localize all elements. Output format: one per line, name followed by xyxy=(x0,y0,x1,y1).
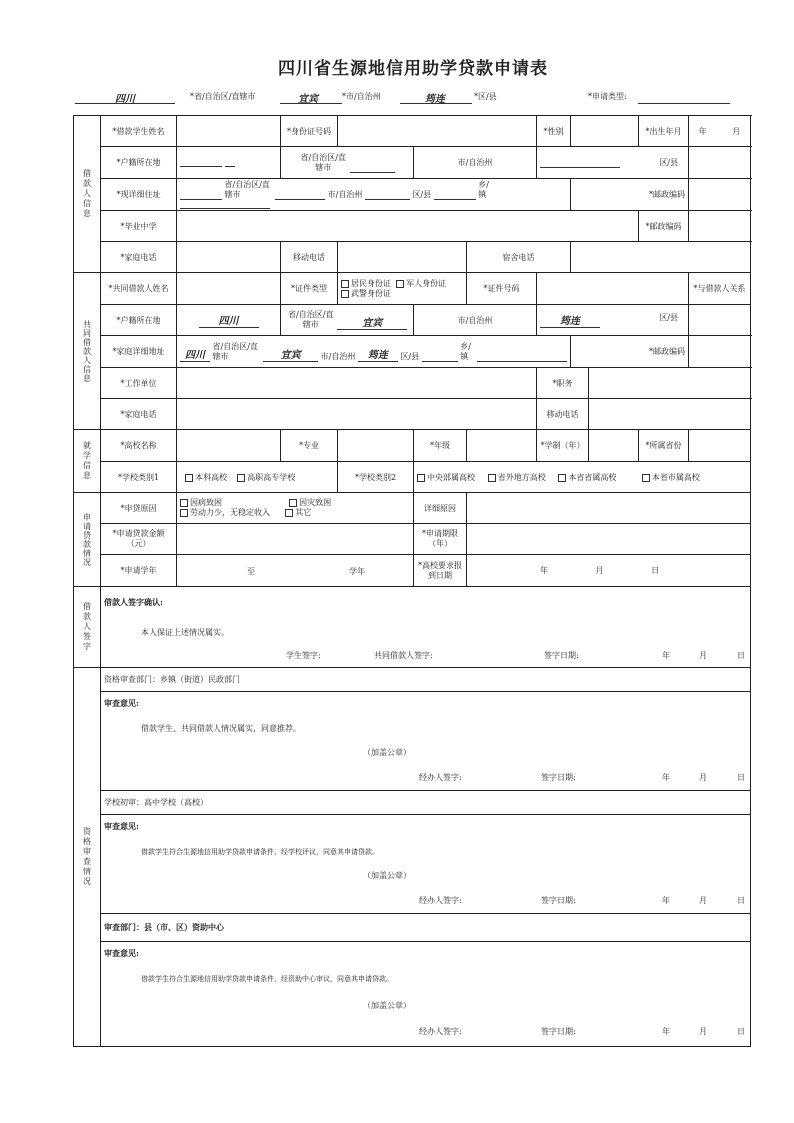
co-idtype-label: *证件类型 xyxy=(281,273,338,305)
co-address-field[interactable]: 四川 省/自治区/直辖市 宜宾 市/自治州 筠连 区/县 乡/镇 xyxy=(177,336,571,368)
school-year-field[interactable] xyxy=(177,555,414,587)
borrower-dormphone-label: 宿舍电话 xyxy=(467,242,571,273)
opinion2-seal: （加盖公章） xyxy=(363,871,411,880)
grade-field[interactable] xyxy=(467,430,537,462)
checkbox-police-id[interactable] xyxy=(341,290,349,298)
co-hukou-city-field[interactable]: 省/自治区/直辖市 宜宾 xyxy=(281,305,414,336)
checkbox-other[interactable] xyxy=(285,509,293,517)
sign-statement: 本人保证上述情况属实。 xyxy=(141,628,229,637)
header-county-value[interactable]: 筠连 xyxy=(425,94,445,105)
term-field[interactable] xyxy=(467,524,751,555)
borrower-homephone-field[interactable] xyxy=(177,242,281,273)
borrower-school-field[interactable] xyxy=(177,211,639,242)
co-sign-label[interactable]: 共同借款人签字: xyxy=(374,651,433,660)
opinion3-seal: （加盖公章） xyxy=(363,1001,411,1010)
sign-year: 年 xyxy=(662,651,670,660)
borrower-zip2-label: *邮政编码 xyxy=(639,211,689,242)
sign-block xyxy=(101,587,751,668)
co-work-field[interactable] xyxy=(177,368,537,399)
college-field[interactable] xyxy=(177,430,281,462)
borrower-mobile-label: 移动电话 xyxy=(281,242,338,273)
review-dept2: 学校初审：高中学校（高校） xyxy=(101,791,751,815)
amount-field[interactable] xyxy=(177,524,414,555)
co-name-field[interactable] xyxy=(177,273,281,305)
co-hukou-city-unit: 市/自治州 xyxy=(414,305,537,336)
birth-year: 年 xyxy=(698,126,707,136)
borrower-hukou-county-field[interactable] xyxy=(537,147,689,179)
opinion1-day: 日 xyxy=(737,773,745,782)
borrower-hukou-label: *户籍所在地 xyxy=(101,147,177,179)
co-zip-field[interactable] xyxy=(689,336,751,368)
major-field[interactable] xyxy=(338,430,414,462)
borrower-section-label: 借款人信息 xyxy=(74,116,101,273)
sign-day: 日 xyxy=(737,651,745,660)
opinion2-label: 审查意见: xyxy=(104,821,139,831)
co-homephone-label: *家庭电话 xyxy=(101,399,177,430)
borrower-birth-field[interactable] xyxy=(689,116,751,147)
borrower-hukou-county-unit: 区/县 xyxy=(659,158,679,167)
header-province-label: *省/自治区/直辖市 xyxy=(190,92,256,101)
checkbox-military-id[interactable] xyxy=(396,280,404,288)
form-title: 四川省生源地信用助学贷款申请表 xyxy=(278,59,548,79)
co-zip-label: *邮政编码 xyxy=(571,336,689,368)
type2-options: 中央部属高校 省外地方高校 本省省属高校 本省市属高校 xyxy=(414,462,751,493)
header-apply-type-label: *申请类型: xyxy=(588,92,627,101)
borrower-id-label: *身份证号码 xyxy=(281,116,338,147)
opinion2-day: 日 xyxy=(737,896,745,905)
borrower-zip-field[interactable] xyxy=(689,179,751,211)
co-hukou-extra[interactable] xyxy=(689,305,751,336)
borrower-address-label: *现详细住址 xyxy=(101,179,177,211)
borrower-hukou-extra[interactable] xyxy=(689,147,751,179)
co-job-label: *职务 xyxy=(537,368,589,399)
school-year-unit: 学年 xyxy=(349,567,365,576)
co-homephone-field[interactable] xyxy=(177,399,537,430)
report-date-label: *高校要求报到日期 xyxy=(414,555,467,587)
borrower-birth-label: *出生年月 xyxy=(639,116,689,147)
borrower-hukou-prov-field[interactable] xyxy=(177,147,281,179)
review-opinion3-block xyxy=(101,942,751,1047)
checkbox-undergrad[interactable] xyxy=(185,474,193,482)
checkbox-labor[interactable] xyxy=(180,509,188,517)
detail-label: 详细原因 xyxy=(414,493,467,524)
opinion3-label: 审查意见: xyxy=(104,948,139,958)
type1-label: *学校类别1 xyxy=(101,462,177,493)
borrower-name-field[interactable] xyxy=(177,116,281,147)
review-dept1: 资格审查部门：乡镇（街道）民政部门 xyxy=(101,668,751,692)
checkbox-municipal[interactable] xyxy=(642,474,650,482)
co-borrower-section-label: 共同借款人信息 xyxy=(74,273,101,430)
borrower-hukou-prov-unit: 省/自治区/直辖市 xyxy=(281,147,414,179)
opinion1-text[interactable]: 借款学生、共同借款人情况属实，同意推荐。 xyxy=(141,724,301,733)
sign-date-label: 签字日期: xyxy=(544,651,579,660)
report-date-field[interactable]: 年 月 日 xyxy=(467,555,751,587)
header-county-label: *区/县 xyxy=(474,92,497,101)
opinion3-year: 年 xyxy=(662,1027,670,1036)
type1-options: 本科高校 高职高专学校 xyxy=(177,462,338,493)
sign-section-label: 借款人签字 xyxy=(74,587,101,668)
header-city-value[interactable]: 宜宾 xyxy=(298,94,318,105)
co-idno-label: *证件号码 xyxy=(467,273,537,305)
term-label: *申请期限（年） xyxy=(414,524,467,555)
opinion1-month: 月 xyxy=(699,773,707,782)
checkbox-resident-id[interactable] xyxy=(341,280,349,288)
college-prov-field[interactable] xyxy=(689,430,751,462)
opinion1-year: 年 xyxy=(662,773,670,782)
opinion3-day: 日 xyxy=(737,1027,745,1036)
co-hukou-county-field[interactable]: 筠连 区/县 xyxy=(537,305,689,336)
co-job-field[interactable] xyxy=(589,368,751,399)
borrower-name-label: *借款学生姓名 xyxy=(101,116,177,147)
reason-label: *申贷原因 xyxy=(101,493,177,524)
duration-label: *学制（年） xyxy=(537,430,589,462)
opinion1-date-label: 签字日期: xyxy=(541,773,576,782)
opinion3-date-label: 签字日期: xyxy=(541,1027,576,1036)
loan-section-label: 申请贷款情况 xyxy=(74,493,101,587)
opinion2-year: 年 xyxy=(662,896,670,905)
opinion2-date-label: 签字日期: xyxy=(541,896,576,905)
student-sign-label[interactable]: 学生签字: xyxy=(286,651,321,660)
review-opinion1-block xyxy=(101,692,751,791)
borrower-hukou-city-unit: 市/自治州 xyxy=(414,147,537,179)
borrower-gender-field[interactable] xyxy=(571,116,639,147)
co-relation-label: *与借款人关系 xyxy=(689,273,751,305)
review-opinion2-block xyxy=(101,815,751,914)
sign-heading: 借款人签字确认: xyxy=(104,597,163,607)
co-work-label: *工作单位 xyxy=(101,368,177,399)
birth-month: 月 xyxy=(732,126,741,136)
opinion2-text[interactable]: 借款学生符合生源地信用助学贷款申请条件，经学校评议，同意其申请贷款。 xyxy=(141,848,379,856)
opinion3-handler[interactable]: 经办人签字: xyxy=(419,1027,462,1036)
borrower-school-label: *毕业中学 xyxy=(101,211,177,242)
borrower-zip-label: *邮政编码 xyxy=(571,179,689,211)
study-section-label: 就学信息 xyxy=(74,430,101,493)
borrower-zip2-field[interactable] xyxy=(689,211,751,242)
review-section-label: 资格审查情况 xyxy=(74,668,101,1047)
opinion1-label: 审查意见: xyxy=(104,698,139,708)
major-label: *专业 xyxy=(281,430,338,462)
opinion3-text[interactable]: 借款学生符合生源地信用助学贷款申请条件，经资助中心审议，同意其申请贷款。 xyxy=(141,975,393,983)
co-hukou-label: *户籍所在地 xyxy=(101,305,177,336)
checkbox-central[interactable] xyxy=(417,474,425,482)
checkbox-provincial[interactable] xyxy=(558,474,566,482)
sign-month: 月 xyxy=(699,651,707,660)
type2-label: *学校类别2 xyxy=(338,462,414,493)
opinion1-seal: （加盖公章） xyxy=(363,748,411,757)
borrower-address-field[interactable]: 省/自治区/直辖市 市/自治州 区/县 乡/镇 xyxy=(177,179,571,211)
co-hukou-prov-field[interactable]: 四川 xyxy=(177,305,281,336)
school-year-label: *申请学年 xyxy=(101,555,177,587)
co-mobile-field[interactable] xyxy=(589,399,751,430)
borrower-homephone-label: *家庭电话 xyxy=(101,242,177,273)
checkbox-other-province[interactable] xyxy=(488,474,496,482)
co-address-label: *家庭详细地址 xyxy=(101,336,177,368)
review-dept3: 审查部门：县（市、区）资助中心 xyxy=(101,914,751,942)
opinion3-month: 月 xyxy=(699,1027,707,1036)
college-label: *高校名称 xyxy=(101,430,177,462)
header-province-value[interactable]: 四川 xyxy=(115,94,135,105)
reason-options: 因病致困 因灾致困 劳动力少，无稳定收入 其它 xyxy=(177,493,414,524)
application-table xyxy=(73,115,751,1047)
co-mobile-label: 移动电话 xyxy=(537,399,589,430)
detail-field[interactable] xyxy=(467,493,751,524)
duration-field[interactable] xyxy=(589,430,639,462)
co-name-label: *共同借款人姓名 xyxy=(101,273,177,305)
borrower-mobile-field[interactable] xyxy=(338,242,467,273)
checkbox-vocational[interactable] xyxy=(237,474,245,482)
opinion1-handler[interactable]: 经办人签字: xyxy=(419,773,462,782)
co-idtype-options: 居民身份证 军人身份证 武警身份证 xyxy=(338,273,467,305)
opinion2-handler[interactable]: 经办人签字: xyxy=(419,896,462,905)
grade-label: *年级 xyxy=(414,430,467,462)
amount-label: *申请贷款金额（元） xyxy=(101,524,177,555)
borrower-id-field[interactable] xyxy=(338,116,537,147)
co-idno-field[interactable] xyxy=(537,273,689,305)
checkbox-disaster[interactable] xyxy=(289,499,297,507)
borrower-gender-label: *性别 xyxy=(537,116,571,147)
borrower-dormphone-field[interactable] xyxy=(571,242,751,273)
to-label: 至 xyxy=(247,567,255,576)
checkbox-illness[interactable] xyxy=(180,499,188,507)
opinion2-month: 月 xyxy=(699,896,707,905)
college-prov-label: *所属省份 xyxy=(639,430,689,462)
header-city-label: *市/自治州 xyxy=(342,92,381,101)
